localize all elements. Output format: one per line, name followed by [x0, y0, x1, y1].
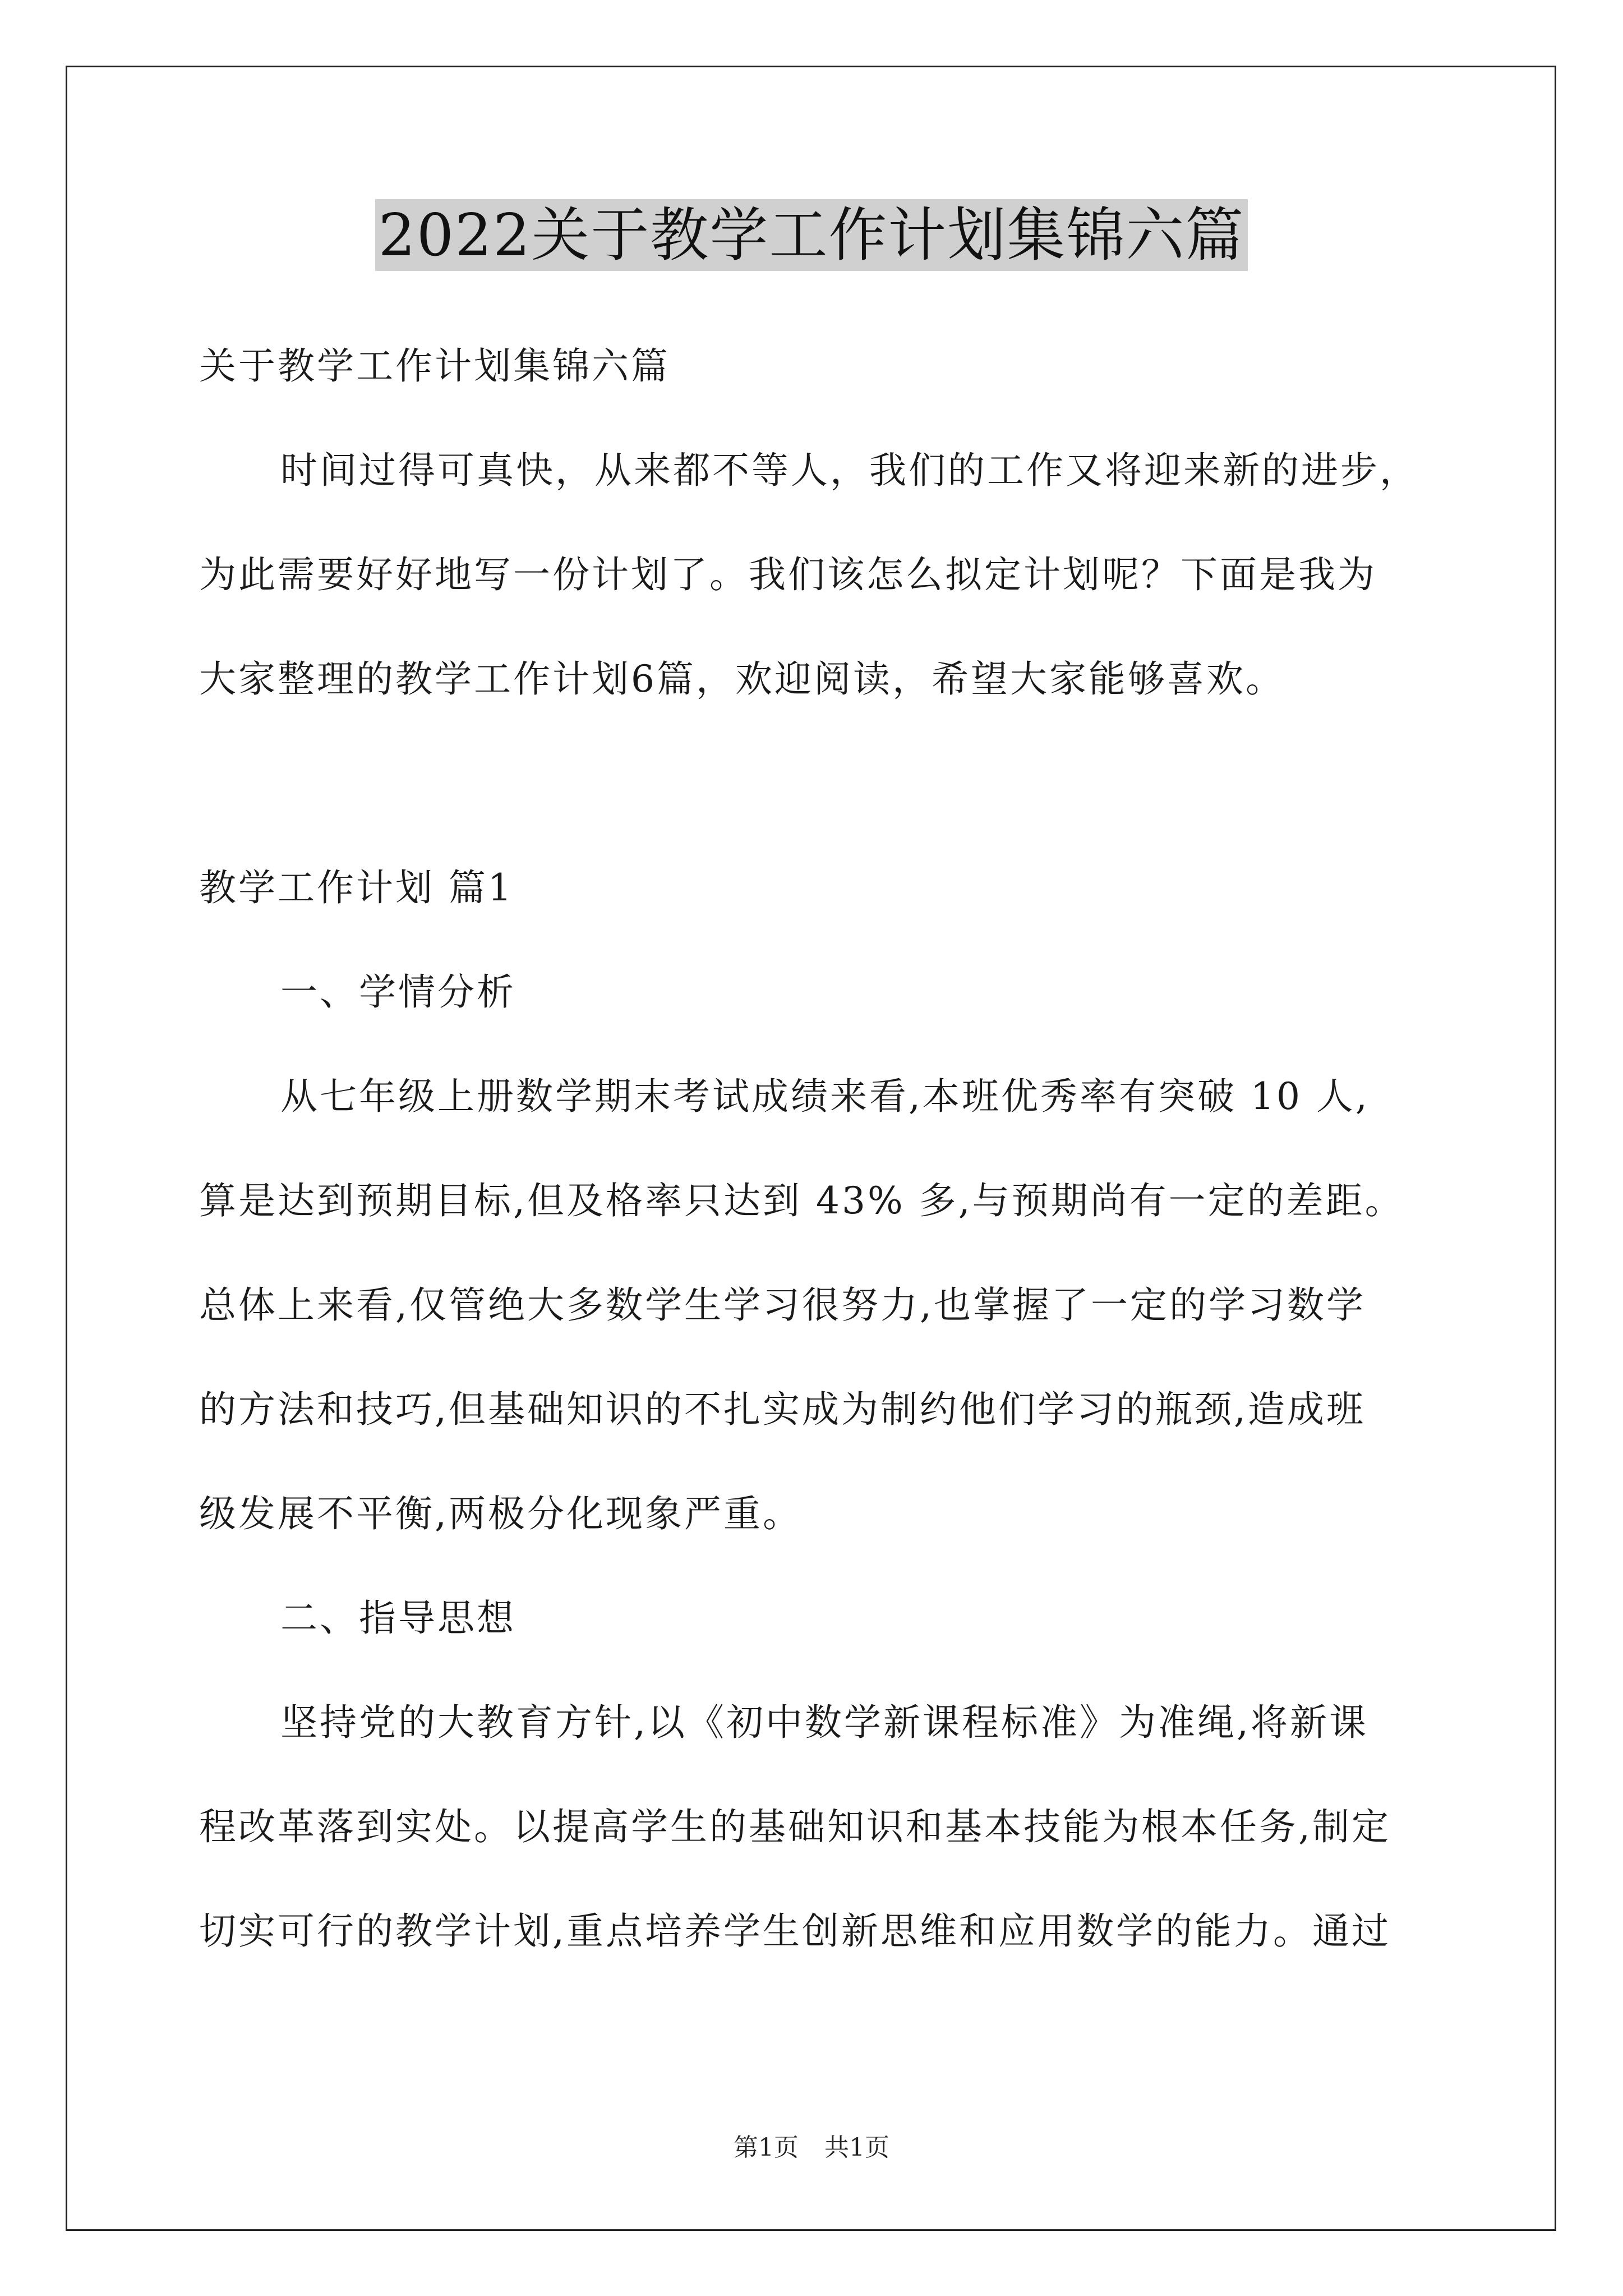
paragraph-line: 总体上来看,仅管绝大多数学生学习很努力,也掌握了一定的学习数学	[199, 1283, 1366, 1327]
paragraph-line: 切实可行的教学计划,重点培养学生创新思维和应用数学的能力。通过	[199, 1910, 1391, 1953]
paragraph-line: 程改革落到实处。以提高学生的基础知识和基本技能为根本任务,制定	[199, 1805, 1391, 1848]
paragraph-line: 的方法和技巧,但基础知识的不扎实成为制约他们学习的瓶颈,造成班	[199, 1388, 1366, 1431]
document-subtitle: 关于教学工作计划集锦六篇	[199, 344, 670, 388]
intro-line: 大家整理的教学工作计划6篇，欢迎阅读，希望大家能够喜欢。	[199, 657, 1285, 701]
page-total: 共1页	[824, 2133, 889, 2162]
intro-line: 时间过得可真快，从来都不等人，我们的工作又将迎来新的进步，	[280, 449, 1419, 492]
heading-learning-analysis: 一、学情分析	[280, 970, 516, 1014]
heading-guiding-ideology: 二、指导思想	[280, 1596, 516, 1640]
intro-line: 为此需要好好地写一份计划了。我们该怎么拟定计划呢？下面是我为	[199, 553, 1377, 596]
paragraph-line: 坚持党的大教育方针,以《初中数学新课程标准》为准绳,将新课	[280, 1701, 1368, 1744]
document-body	[199, 314, 1427, 1984]
paragraph-line: 算是达到预期目标,但及格率只达到 43% 多,与预期尚有一定的差距。	[199, 1179, 1404, 1222]
page-number: 第1页	[734, 2133, 799, 2162]
spacer	[199, 731, 1427, 836]
document-title: 2022关于教学工作计划集锦六篇	[375, 199, 1248, 271]
page-footer	[0, 2127, 1623, 2163]
section-title: 教学工作计划 篇1	[199, 866, 514, 909]
paragraph-line: 从七年级上册数学期末考试成绩来看,本班优秀率有突破 10 人,	[280, 1075, 1370, 1118]
paragraph-line: 级发展不平衡,两极分化现象严重。	[199, 1492, 802, 1535]
title-container	[0, 199, 1623, 271]
